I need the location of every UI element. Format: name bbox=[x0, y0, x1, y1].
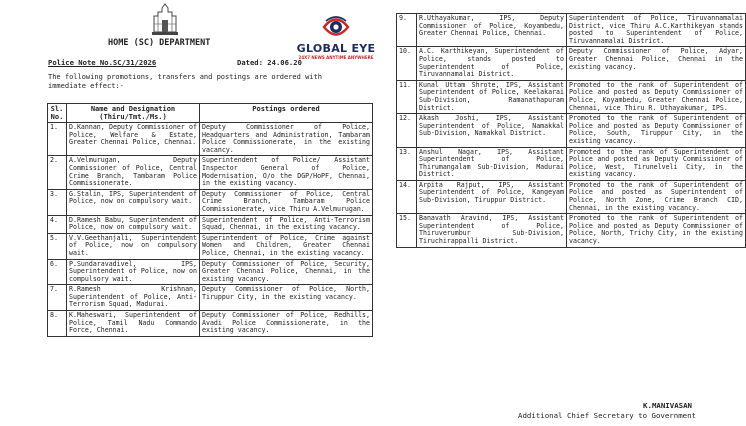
row-sl-number: 8. bbox=[48, 311, 67, 337]
row-posting: Promoted to the rank of Superintendent of Police and posted as Deputy Commissioner of Police, West, Tirunelveli City, in the existing vacancy. bbox=[567, 147, 746, 180]
intro-text: The following promotions, transfers and postings are ordered with immediate effect:- bbox=[48, 73, 322, 90]
table-row bbox=[397, 14, 746, 47]
row-name-designation: Kunal Uttam Shrote, IPS, Assistant Superintendent of Police, Keelakarai Sub-Division, Ramanathapuram District. bbox=[417, 80, 567, 113]
eye-icon bbox=[322, 14, 350, 40]
row-name-designation: D.Ramesh Babu, Superintendent of Police, now on compulsory wait. bbox=[67, 215, 200, 233]
row-posting: Promoted to the rank of Superintendent of Police and posted as Deputy Commissioner of Police, North, Trichy City, in the existing vacancy. bbox=[567, 214, 746, 247]
row-posting: Superintendent of Police, Anti-Terrorism Squad, Chennai, in the existing vacancy. bbox=[200, 215, 373, 233]
row-sl-number: 5. bbox=[48, 233, 67, 259]
row-sl-number: 4. bbox=[48, 215, 67, 233]
row-name-designation: R.Ramesh Krishnan, Superintendent of Police, Anti-Terrorism Squad, Madurai. bbox=[67, 285, 200, 311]
note-date: Dated: 24.06.20 bbox=[237, 58, 302, 67]
header-name: Name and Designation (Thiru/Tmt./Ms.) bbox=[67, 104, 200, 123]
row-name-designation: Banavath Aravind, IPS, Assistant Superintendent of Police, Thiruverumbur Sub-Division, Tiruchirappalli District. bbox=[417, 214, 567, 247]
row-posting: Promoted to the rank of Superintendent of Police and posted as Deputy Commissioner of Police, Koyambedu, Greater Chennai Police, Chennai, vice Thiru R. Uthayakumar, IPS. bbox=[567, 80, 746, 113]
row-sl-number: 12. bbox=[397, 114, 417, 147]
row-posting: Deputy Commissioner of Police, Central Crime Branch, Tambaram Police Commissionerate, vice Thiru A.Velmurugan. bbox=[200, 189, 373, 215]
postings-table-right bbox=[396, 13, 746, 248]
row-posting: Deputy Commissioner of Police, North, Tiruppur City, in the existing vacancy. bbox=[200, 285, 373, 311]
table-row bbox=[48, 189, 373, 215]
signatory-designation: Additional Chief Secretary to Government bbox=[518, 411, 696, 420]
row-sl-number: 9. bbox=[397, 14, 417, 47]
row-posting: Superintendent of Police, Tiruvannamalai District, vice Thiru A.C.Karthikeyan stands posted to Superintendent of Police, Tiruvannamalai District. bbox=[567, 14, 746, 47]
row-name-designation: Akash Joshi, IPS, Assistant Superintendent of Police, Namakkal Sub-Division, Namakkal District. bbox=[417, 114, 567, 147]
row-name-designation: K.Maheswari, Superintendent of Police, Tamil Nadu Commando Force, Chennai. bbox=[67, 311, 200, 337]
table-row bbox=[48, 311, 373, 337]
table-row bbox=[48, 259, 373, 285]
row-posting: Deputy Commissioner of Police, Redhills, Avadi Police Commissionerate, in the existing vacancy. bbox=[200, 311, 373, 337]
table-row bbox=[397, 147, 746, 180]
row-sl-number: 13. bbox=[397, 147, 417, 180]
row-name-designation: A.Velmurugan, Deputy Commissioner of Police, Central Crime Branch, Tambaram Police Commissionerate. bbox=[67, 156, 200, 189]
table-header-row bbox=[48, 104, 373, 123]
row-name-designation: Anshul Nagar, IPS, Assistant Superintendent of Police, Thirumangalam Sub-Division, Madurai District. bbox=[417, 147, 567, 180]
table-row bbox=[48, 215, 373, 233]
header-sl: Sl. No. bbox=[48, 104, 67, 123]
row-sl-number: 6. bbox=[48, 259, 67, 285]
department-title: HOME (SC) DEPARTMENT bbox=[108, 38, 211, 48]
row-sl-number: 14. bbox=[397, 180, 417, 213]
table-row bbox=[397, 114, 746, 147]
row-name-designation: R.Uthayakumar, IPS, Deputy Commissioner of Police, Koyambedu, Greater Chennai Police, Chennai. bbox=[417, 14, 567, 47]
row-name-designation: Arpita Rajput, IPS, Assistant Superintendent of Police, Kangeyam Sub-Division, Tiruppur District. bbox=[417, 180, 567, 213]
row-posting: Promoted to the rank of Superintendent of Police and posted as Deputy Commissioner of Police, South, Tiruppur City, in the existing vacancy. bbox=[567, 114, 746, 147]
row-sl-number: 11. bbox=[397, 80, 417, 113]
row-sl-number: 3. bbox=[48, 189, 67, 215]
postings-table-left bbox=[47, 103, 373, 337]
table-row bbox=[397, 47, 746, 80]
row-posting: Promoted to the rank of Superintendent of Police and posted as Superintendent of Police, North Zone, Crime Branch CID, Chennai, in the existing vacancy. bbox=[567, 180, 746, 213]
row-posting: Superintendent of Police, Crime against Women and Children, Greater Chennai Police, Chennai, in the existing vacancy. bbox=[200, 233, 373, 259]
row-sl-number: 7. bbox=[48, 285, 67, 311]
row-name-designation: V.V.Geethanjali, Superintendent of Police, now on compulsory wait. bbox=[67, 233, 200, 259]
table-row bbox=[48, 156, 373, 189]
row-posting: Superintendent of Police/ Assistant Inspector General of Police, Modernisation, O/o the DGP/HoPF, Chennai, in the existing vacancy. bbox=[200, 156, 373, 189]
global-eye-logo bbox=[296, 14, 376, 74]
table-row bbox=[48, 123, 373, 156]
header-posting: Postings ordered bbox=[200, 104, 373, 123]
signatory-name: K.MANIVASAN bbox=[643, 401, 692, 410]
row-sl-number: 15. bbox=[397, 214, 417, 247]
row-name-designation: P.Sundaravadivel, IPS, Superintendent of Police, now on compulsory wait. bbox=[67, 259, 200, 285]
row-sl-number: 10. bbox=[397, 47, 417, 80]
logo-tagline: 24X7 NEWS ANYTIME ANYWHERE bbox=[298, 55, 374, 60]
logo-name: GLOBAL EYE bbox=[296, 42, 376, 55]
row-sl-number: 2. bbox=[48, 156, 67, 189]
table-row bbox=[48, 285, 373, 311]
row-posting: Deputy Commissioner of Police, Security, Greater Chennai Police, Chennai, in the existing vacancy. bbox=[200, 259, 373, 285]
table-row bbox=[397, 180, 746, 213]
row-posting: Deputy Commissioner of Police, Headquarters and Administration, Tambaram Police Commissionerate, in the existing vacancy. bbox=[200, 123, 373, 156]
row-name-designation: G.Stalin, IPS, Superintendent of Police, now on compulsory wait. bbox=[67, 189, 200, 215]
document-page-right bbox=[378, 0, 746, 426]
row-name-designation: D.Kannan, Deputy Commissioner of Police, Welfare & Estate, Greater Chennai Police, Chennai. bbox=[67, 123, 200, 156]
table-row bbox=[48, 233, 373, 259]
police-note-number: Police Note No.SC/31/2026 bbox=[48, 58, 157, 67]
row-sl-number: 1. bbox=[48, 123, 67, 156]
table-row bbox=[397, 214, 746, 247]
state-emblem-icon bbox=[150, 2, 180, 36]
row-posting: Deputy Commissioner of Police, Adyar, Greater Chennai Police, Chennai in the existing vacancy. bbox=[567, 47, 746, 80]
row-name-designation: A.C. Karthikeyan, Superintendent of Police, stands posted to Superintendent of Police, Tiruvannamalai District. bbox=[417, 47, 567, 80]
table-row bbox=[397, 80, 746, 113]
